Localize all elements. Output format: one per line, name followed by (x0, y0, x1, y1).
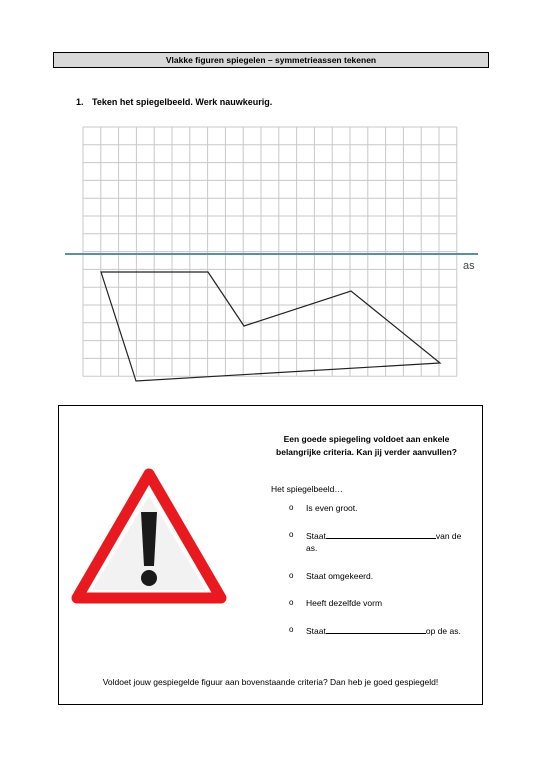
criteria-text (306, 529, 474, 554)
criteria-heading-line1: Een goede spiegeling voldoet aan enkele (283, 434, 450, 444)
bullet-icon: o (289, 503, 294, 512)
drawing-grid[interactable] (60, 125, 485, 387)
criteria-text-before: Staat (306, 626, 326, 636)
question-1 (76, 97, 272, 107)
original-shape (101, 272, 440, 381)
criteria-intro: Het spiegelbeeld… (271, 484, 343, 494)
criteria-text-before: Is even groot. (306, 503, 358, 513)
criteria-text (306, 570, 474, 582)
criteria-text (306, 597, 474, 609)
criteria-box (58, 405, 483, 705)
criteria-heading-line2: belangrijke criteria. Kan jij verder aanvullen? (276, 447, 457, 457)
criteria-text-after: op de as. (425, 626, 461, 636)
criteria-text-before: Staat omgekeerd. (306, 571, 374, 581)
grid-lines (83, 127, 457, 376)
fill-in-blank[interactable] (326, 624, 426, 634)
question-number: 1. (76, 97, 84, 107)
criteria-text (306, 624, 474, 637)
footer-text: Voldoet jouw gespiegelde figuur aan bovenstaande criteria? Dan heb je goed gespiegeld! (102, 677, 439, 687)
axis-label: as (463, 260, 475, 272)
bullet-icon: o (289, 530, 294, 539)
fill-in-blank[interactable] (326, 529, 436, 539)
criteria-text (306, 502, 474, 514)
bullet-icon: o (289, 598, 294, 607)
bullet-icon: o (289, 571, 294, 580)
criteria-text-before: Staat (306, 531, 326, 541)
criteria-text-after: van de as. (306, 531, 462, 553)
bullet-icon: o (289, 625, 294, 634)
question-text: Teken het spiegelbeeld. Werk nauwkeurig. (92, 97, 273, 107)
worksheet-title: Vlakke figuren spiegelen – symmetrieassen tekenen (53, 52, 489, 68)
warning-triangle-exclamation-icon (69, 466, 229, 606)
criteria-text-before: Heeft dezelfde vorm (306, 598, 383, 608)
criteria-heading (259, 433, 474, 459)
